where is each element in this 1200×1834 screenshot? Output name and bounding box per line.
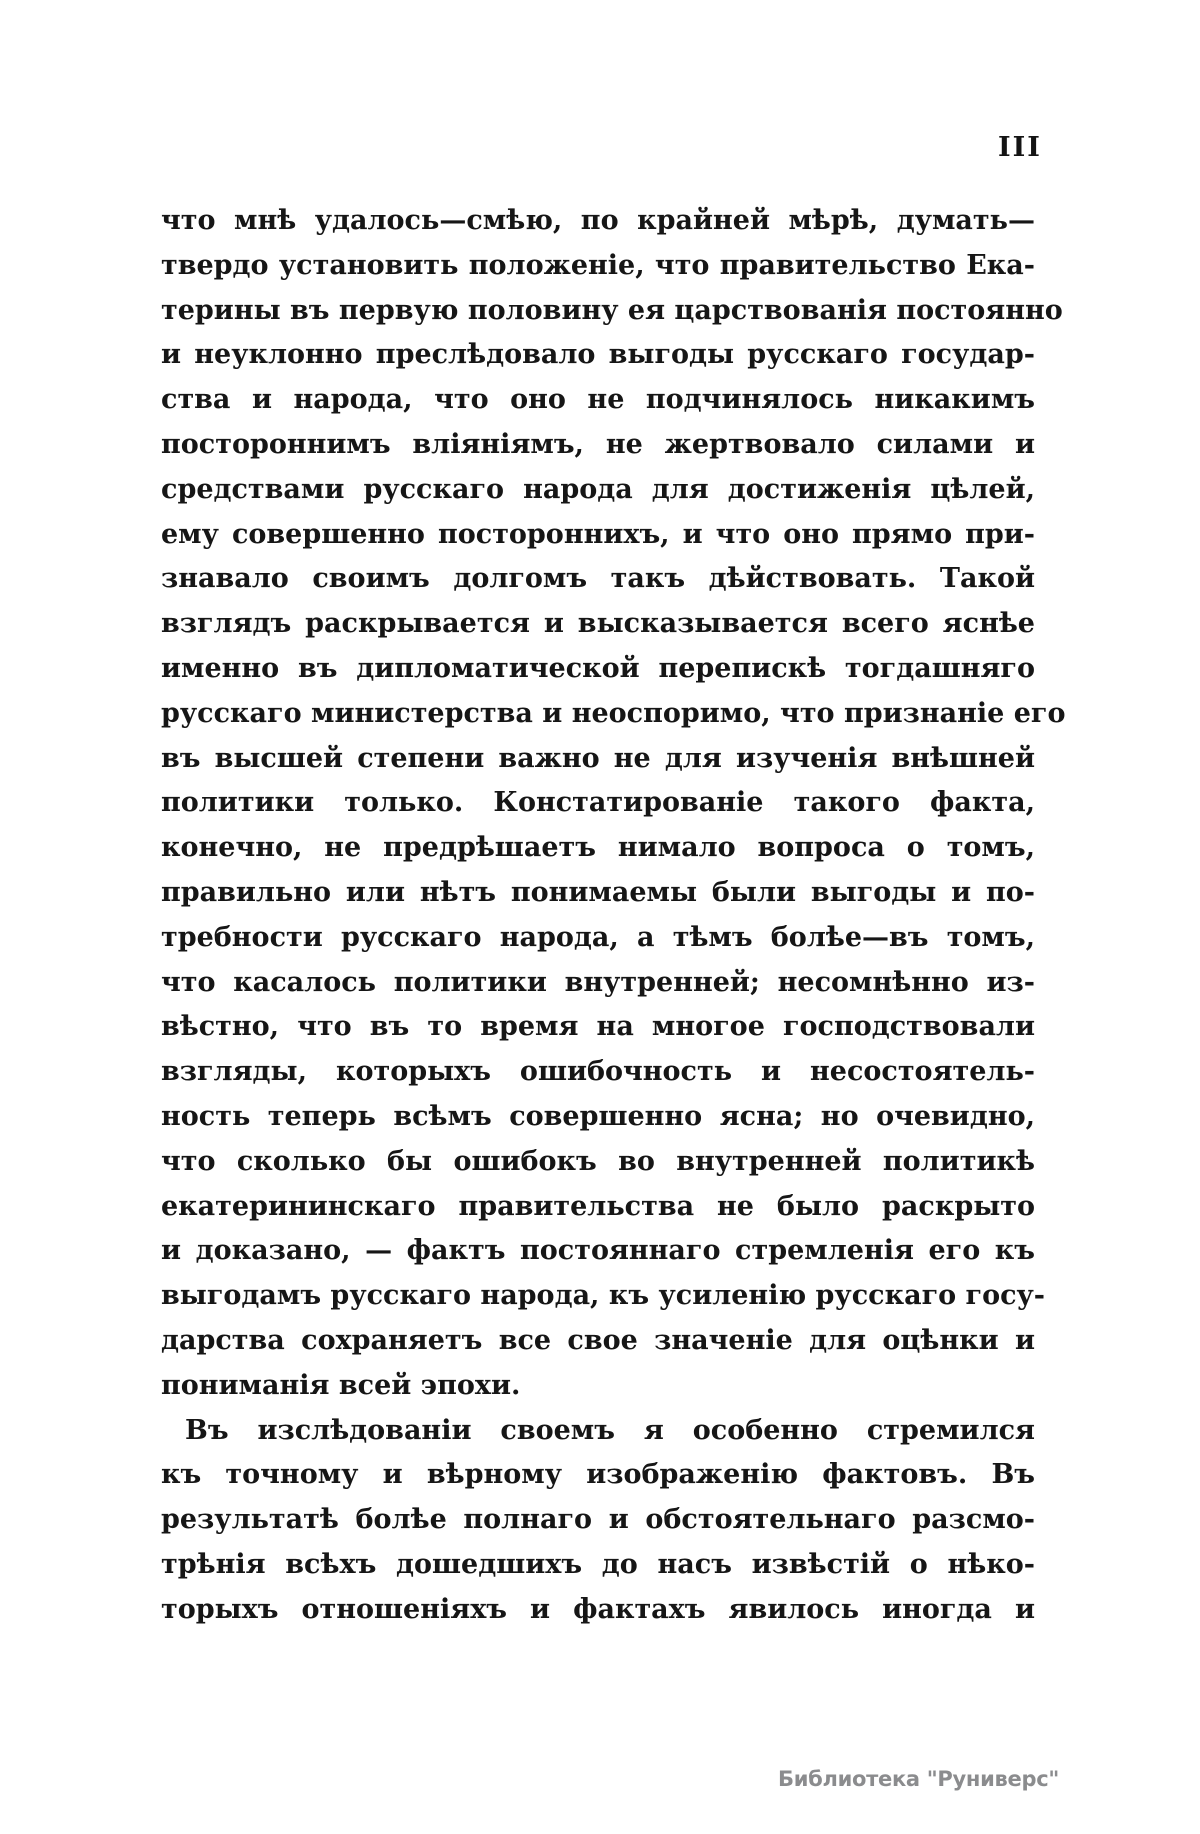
text-line: результатѣ болѣе полнаго и обстоятельнаго разсмо-: [161, 1504, 1035, 1536]
text-line: русскаго министерства и неоспоримо, что признаніе его: [161, 697, 1066, 729]
text-line: дарства сохраняетъ все свое значеніе для оцѣнки и: [161, 1324, 1035, 1356]
text-line: и доказано, — фактъ постояннаго стремленія его къ: [161, 1235, 1035, 1267]
text-line: вѣстно, что въ то время на многое господствовали: [161, 1011, 1035, 1043]
text-line: екатерининскаго правительства не было раскрыто: [161, 1190, 1035, 1222]
text-line: средствами русскаго народа для достиженія цѣлей,: [161, 473, 1035, 505]
text-line: взглядъ раскрывается и высказывается всего яснѣе: [161, 608, 1035, 640]
text-line: именно въ дипломатической перепискѣ тогдашняго: [161, 652, 1035, 684]
text-line: знавало своимъ долгомъ такъ дѣйствовать. Такой: [161, 563, 1035, 595]
text-line: постороннимъ вліяніямъ, не жертвовало силами и: [161, 428, 1035, 460]
text-line: и неуклонно преслѣдовало выгоды русскаго государ-: [161, 339, 1035, 371]
text-line: Въ изслѣдованіи своемъ я особенно стремился: [185, 1414, 1035, 1446]
text-line: что сколько бы ошибокъ во внутренней политикѣ: [161, 1145, 1035, 1177]
text-line: къ точному и вѣрному изображенію фактовъ. Въ: [161, 1459, 1035, 1491]
text-line: взгляды, которыхъ ошибочность и несостоятель-: [161, 1056, 1035, 1088]
text-line: конечно, не предрѣшаетъ нимало вопроса о томъ,: [161, 832, 1035, 864]
text-line: пониманія всей эпохи.: [161, 1369, 521, 1401]
text-line: выгодамъ русскаго народа, къ усиленію русскаго госу-: [161, 1280, 1046, 1312]
text-line: политики только. Констатированіе такого факта,: [161, 787, 1035, 819]
body-text: [161, 199, 1066, 1633]
text-line: требности русскаго народа, а тѣмъ болѣе—въ томъ,: [161, 921, 1035, 953]
text-line: ему совершенно постороннихъ, и что оно прямо при-: [161, 518, 1035, 550]
text-line: твердо установить положеніе, что правительство Ека-: [161, 249, 1035, 281]
text-line: трѣнія всѣхъ дошедшихъ до насъ извѣстій о нѣко-: [161, 1548, 1035, 1580]
text-line: что касалось политики внутренней; несомнѣнно из-: [161, 966, 1035, 998]
text-line: торыхъ отношеніяхъ и фактахъ явилось иногда и: [161, 1593, 1035, 1625]
page-number: III: [998, 132, 1042, 163]
text-line: что мнѣ удалось—смѣю, по крайней мѣрѣ, думать—: [161, 205, 1035, 236]
text-line: ства и народа, что оно не подчинялось никакимъ: [161, 384, 1035, 416]
text-line: въ высшей степени важно не для изученія внѣшней: [161, 742, 1035, 774]
watermark: Библиотека "Руниверс": [778, 1767, 1059, 1791]
text-line: ность теперь всѣмъ совершенно ясна; но очевидно,: [161, 1100, 1035, 1132]
text-line: терины въ первую половину ея царствованія постоянно: [161, 294, 1063, 326]
text-line: правильно или нѣтъ понимаемы были выгоды и по-: [161, 876, 1035, 908]
